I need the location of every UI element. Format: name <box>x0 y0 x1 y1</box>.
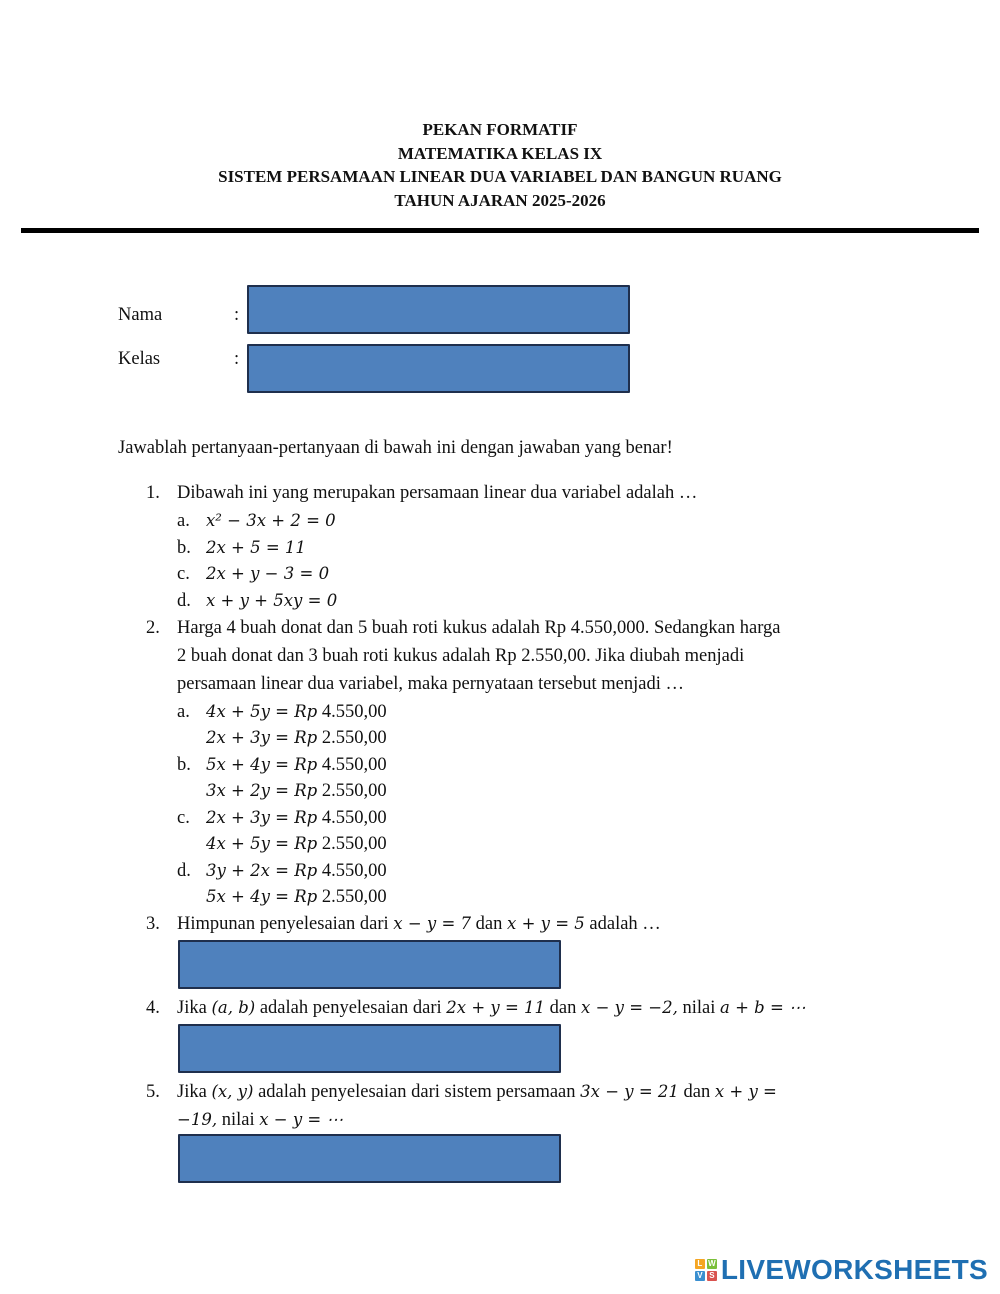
q4-expression-2: a + b = ⋯ <box>719 998 806 1017</box>
q5-text-2: adalah penyelesaian dari sistem persamaan <box>258 1082 576 1102</box>
option-line-2 <box>206 834 387 855</box>
mark-letter: L <box>695 1259 705 1269</box>
question-1-option-a[interactable] <box>177 511 336 532</box>
q5-equation-2: x + y = <box>714 1082 777 1101</box>
option-value: 4.550,00 <box>321 755 387 775</box>
q4-expression-1: (a, b) <box>211 998 256 1017</box>
question-4-text <box>177 998 806 1019</box>
question-2-option-a[interactable] <box>177 702 387 748</box>
question-5-text-line-2 <box>177 1110 343 1131</box>
option-line-1 <box>206 808 387 829</box>
q4-text-3: dan <box>549 998 577 1018</box>
question-2-text-line-1: Harga 4 buah donat dan 5 buah roti kukus adalah Rp 4.550,000. Sedangkan harga <box>177 618 781 638</box>
question-2-text-line-3: persamaan linear dua variabel, maka pernyataan tersebut menjadi … <box>177 674 684 694</box>
option-line-2 <box>206 887 387 908</box>
q5-equation-1: 3x − y = 21 <box>580 1082 679 1101</box>
option-equation: 4x + 5y = Rp <box>206 702 318 721</box>
liveworksheets-mark-icon <box>695 1259 717 1281</box>
class-colon: : <box>234 349 240 369</box>
option-expression: 2x + 5 = 11 <box>206 538 306 557</box>
question-2-option-c[interactable] <box>177 808 387 854</box>
q5-expression-1: (x, y) <box>211 1082 254 1101</box>
option-equation: 3x + 2y = Rp <box>206 781 318 800</box>
question-1-number: 1. <box>146 483 160 503</box>
header-year: TAHUN AJARAN 2025-2026 <box>394 190 606 210</box>
question-3-answer-box <box>178 940 561 989</box>
question-5-number: 5. <box>146 1082 160 1102</box>
option-letter: d. <box>177 861 191 881</box>
question-1-option-d[interactable] <box>177 591 338 612</box>
liveworksheets-logo <box>695 1254 988 1286</box>
option-line-1 <box>206 702 387 723</box>
option-letter: c. <box>177 808 190 828</box>
header-topic: SISTEM PERSAMAAN LINEAR DUA VARIABEL DAN BANGUN RUANG <box>218 167 782 186</box>
q5-text-3: dan <box>683 1082 711 1102</box>
option-equation: 2x + 3y = Rp <box>206 728 318 747</box>
q3-text-3: adalah … <box>589 914 661 934</box>
q3-equation-1: x − y = 7 <box>393 914 472 933</box>
question-2-text-line-2: 2 buah donat dan 3 buah roti kukus adalah Rp 2.550,00. Jika diubah menjadi <box>177 646 745 666</box>
option-letter: d. <box>177 591 191 611</box>
mark-letter: V <box>695 1271 705 1281</box>
option-equation: 5x + 4y = Rp <box>206 887 318 906</box>
option-value: 2.550,00 <box>321 781 387 801</box>
option-line-2 <box>206 728 387 749</box>
option-equation: 5x + 4y = Rp <box>206 755 318 774</box>
header-divider <box>21 228 979 233</box>
option-value: 2.550,00 <box>321 887 387 907</box>
option-value: 4.550,00 <box>321 808 387 828</box>
q4-text-2: adalah penyelesaian dari <box>259 998 442 1018</box>
q5-text-1: Jika <box>177 1082 207 1102</box>
question-3-answer-input[interactable] <box>180 942 559 987</box>
option-letter: a. <box>177 702 190 722</box>
option-equation: 2x + 3y = Rp <box>206 808 318 827</box>
question-2-option-d[interactable] <box>177 861 387 907</box>
option-equation: 3y + 2x = Rp <box>206 861 318 880</box>
option-letter: c. <box>177 564 190 584</box>
q4-equation-2: x − y = −2, <box>581 998 678 1017</box>
name-input[interactable] <box>249 287 628 332</box>
option-value: 4.550,00 <box>321 861 387 881</box>
option-line-1 <box>206 861 387 882</box>
question-3-number: 3. <box>146 914 160 934</box>
class-field-box <box>247 344 630 393</box>
question-5-answer-box <box>178 1134 561 1183</box>
option-letter: b. <box>177 538 191 558</box>
q5-text-4: nilai <box>221 1110 255 1130</box>
option-expression: x + y + 5xy = 0 <box>206 591 338 610</box>
q4-text-1: Jika <box>177 998 207 1018</box>
question-2-number: 2. <box>146 618 160 638</box>
option-expression: x² − 3x + 2 = 0 <box>206 511 336 530</box>
q5-expression-2: x − y = ⋯ <box>259 1110 343 1129</box>
question-5-text-line-1 <box>177 1082 777 1103</box>
class-label: Kelas <box>118 349 161 369</box>
option-line-2 <box>206 781 387 802</box>
question-1-option-b[interactable] <box>177 538 306 559</box>
option-letter: a. <box>177 511 190 531</box>
instruction-text: Jawablah pertanyaan-pertanyaan di bawah ini dengan jawaban yang benar! <box>118 438 673 458</box>
header-subject: MATEMATIKA KELAS IX <box>397 143 603 163</box>
question-1-option-c[interactable] <box>177 564 330 585</box>
q4-equation-1: 2x + y = 11 <box>446 998 546 1017</box>
mark-letter: S <box>707 1271 717 1281</box>
q5-equation-2-end: −19, <box>177 1110 218 1129</box>
name-label: Nama <box>118 305 163 325</box>
question-3-text <box>177 914 661 935</box>
question-1-text: Dibawah ini yang merupakan persamaan linear dua variabel adalah … <box>177 483 698 503</box>
header-title: PEKAN FORMATIF <box>422 120 578 139</box>
question-2-option-b[interactable] <box>177 755 387 801</box>
option-value: 2.550,00 <box>321 728 387 748</box>
option-line-1 <box>206 755 387 776</box>
name-field-box <box>247 285 630 334</box>
logo-text: LIVEWORKSHEETS <box>720 1254 988 1285</box>
class-input[interactable] <box>249 346 628 391</box>
option-expression: 2x + y − 3 = 0 <box>206 564 330 583</box>
q3-text-1: Himpunan penyelesaian dari <box>177 914 389 934</box>
option-equation: 4x + 5y = Rp <box>206 834 318 853</box>
q3-equation-2: x + y = 5 <box>507 914 585 933</box>
worksheet-header <box>0 118 1000 212</box>
name-colon: : <box>234 305 240 325</box>
q4-text-4: nilai <box>682 998 716 1018</box>
mark-letter: W <box>708 1259 716 1268</box>
option-letter: b. <box>177 755 191 775</box>
question-4-answer-input[interactable] <box>180 1026 559 1071</box>
option-value: 4.550,00 <box>321 702 387 722</box>
option-value: 2.550,00 <box>321 834 387 854</box>
question-4-answer-box <box>178 1024 561 1073</box>
question-5-answer-input[interactable] <box>180 1136 559 1181</box>
q3-text-2: dan <box>475 914 503 934</box>
question-4-number: 4. <box>146 998 160 1018</box>
